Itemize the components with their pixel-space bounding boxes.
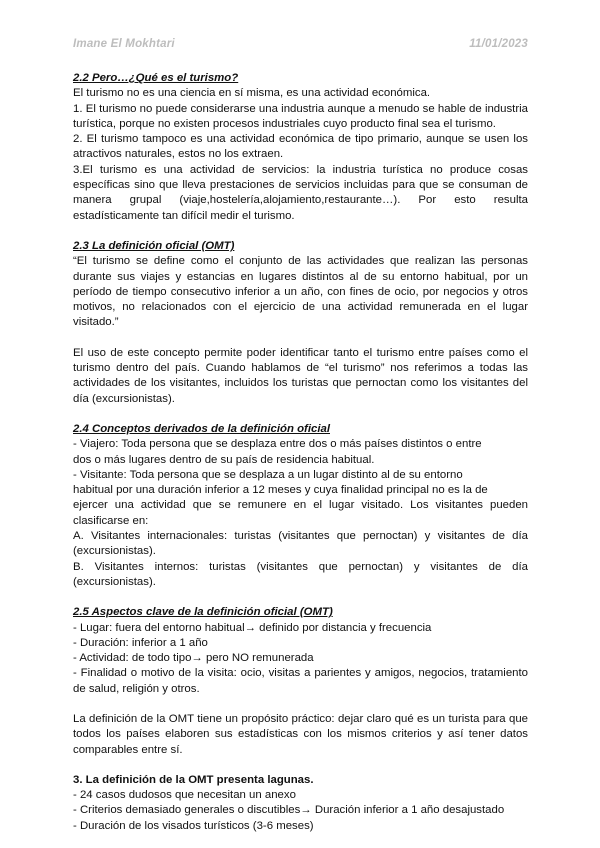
header-date: 11/01/2023	[469, 38, 528, 50]
list-line: - Visitante: Toda persona que se desplaza a un lugar distinto al de su entorno	[73, 468, 463, 481]
list-line: - Duración: inferior a 1 año	[73, 636, 208, 649]
list-line: - Viajero: Toda persona que se desplaza entre dos o más países distintos o entre	[73, 438, 482, 451]
paragraph: El turismo no es una ciencia en sí misma, es una actividad económica.	[73, 87, 431, 100]
list-line: - Duración de los visados turísticos (3-6 meses)	[73, 819, 314, 832]
section-2-3-title: 2.3 La definición oficial (OMT)	[73, 239, 235, 252]
list-line: - Lugar: fuera del entorno habitual→ definido por distancia y frecuencia	[73, 621, 432, 634]
list-line: B. Visitantes internos: turistas (visitantes que pernoctan) y visitantes de día (excursionistas).	[73, 560, 528, 588]
paragraph: 1. El turismo no puede considerarse una industria aunque a menudo se hable de industria turística, porque no existen procesos industriales cuyo producto final sea el turismo.	[73, 102, 528, 130]
omt-definition-quote: “El turismo se define como el conjunto de las actividades que realizan las personas durante sus viajes y estancias en lugares distintos al de su entorno habitual, por un período de tiempo consecutivo inferior a un año, con fines de ocio, por negocios y otros motivos, no relacionados con el ejercicio de una actividad remunerada en el lugar visitado.”	[73, 255, 528, 329]
document-body	[73, 71, 528, 834]
list-line: - Actividad: de todo tipo→ pero NO remunerada	[73, 652, 314, 665]
section-2-2-title: 2.2 Pero…¿Qué es el turismo?	[73, 72, 239, 84]
section-2-5-title: 2.5 Aspectos clave de la definición oficial (OMT)	[73, 606, 333, 619]
list-line: habitual por una duración inferior a 12 meses y cuya finalidad principal no es la de	[73, 484, 488, 497]
paragraph: La definición de la OMT tiene un propósito práctico: dejar claro qué es un turista para que todos los países elaboren sus estadísticas con los mismos criterios y así tener datos comparables entre sí.	[73, 712, 528, 756]
header-author: Imane El Mokhtari	[73, 38, 175, 50]
section-2-4-title: 2.4 Conceptos derivados de la definición oficial	[73, 422, 330, 435]
paragraph: 2. El turismo tampoco es una actividad económica de tipo primario, aunque se usen los atractivos naturales, estos no los extraen.	[73, 133, 528, 161]
list-line: dos o más lugares dentro de su país de residencia habitual.	[73, 453, 375, 466]
section-3-title: 3. La definición de la OMT presenta lagunas.	[73, 773, 314, 786]
list-line: - Criterios demasiado generales o discutibles→ Duración inferior a 1 año desajustado	[73, 804, 505, 817]
list-line: ejercer una actividad que se remunere en el lugar visitado. Los visitantes pueden clasificarse en:	[73, 499, 528, 527]
paragraph: El uso de este concepto permite poder identificar tanto el turismo entre países como el turismo dentro del país. Cuando hablamos de “el turismo” nos referimos a todas las actividades de los visitantes, incluidos los turistas que pernoctan como los visitantes del día (excursionistas).	[73, 346, 528, 405]
list-line: - 24 casos dudosos que necesitan un anexo	[73, 789, 296, 802]
paragraph: 3.El turismo es una actividad de servicios: la industria turística no produce cosas específicas sino que lleva prestaciones de servicios incluidas para que se consuman de manera grupal (viaje,hostelería,alojamiento,restaurante…). Por esto resulta estadísticamente tan difícil medir el turismo.	[73, 163, 528, 222]
list-line: A. Visitantes internacionales: turistas (visitantes que pernoctan) y visitantes de día (excursionistas).	[73, 530, 528, 558]
list-line: - Finalidad o motivo de la visita: ocio, visitas a parientes y amigos, negocios, tratamiento de salud, religión y otros.	[73, 667, 528, 695]
